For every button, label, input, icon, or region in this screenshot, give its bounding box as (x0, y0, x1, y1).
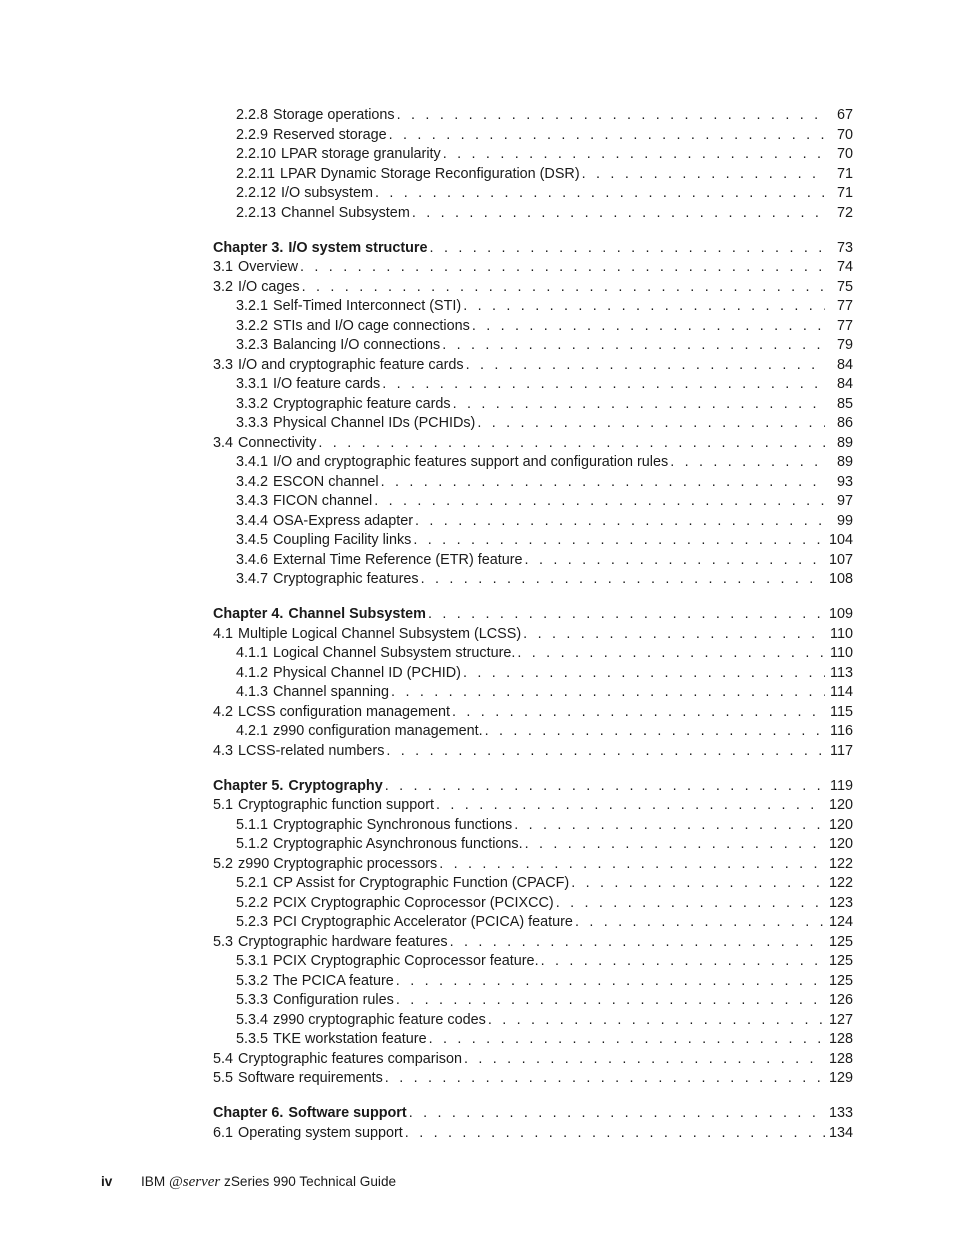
toc-entry-title: Software requirements (238, 1070, 383, 1086)
toc-entry-number: 3.3 (213, 356, 234, 373)
dot-leader (477, 414, 825, 434)
toc-entry[interactable] (213, 551, 853, 571)
toc-entry-page: 116 (830, 723, 853, 739)
dot-leader (443, 145, 825, 165)
toc-entry-page: 122 (828, 855, 853, 872)
toc-entry[interactable] (213, 742, 853, 762)
toc-entry-number: 4.1.3 (236, 684, 269, 700)
toc-entry[interactable] (213, 395, 853, 415)
toc-entry-title: Channel Subsystem (288, 606, 426, 622)
footer-book-title: zSeries 990 Technical Guide (220, 1174, 397, 1189)
dot-leader (556, 894, 825, 914)
toc-entry-number: 5.3.2 (236, 972, 269, 989)
toc-entry-title: I/O system structure (288, 239, 428, 256)
toc-entry[interactable] (213, 913, 853, 933)
toc-entry-page: 128 (828, 1031, 853, 1047)
toc-entry-title: LPAR storage granularity (281, 146, 441, 162)
toc-entry[interactable] (213, 835, 853, 855)
toc-entry-number: 4.1.2 (236, 664, 269, 681)
toc-entry-title: Physical Channel IDs (PCHIDs) (273, 415, 476, 431)
toc-entry-page: 67 (836, 107, 853, 123)
toc-entry[interactable] (213, 453, 853, 473)
toc-entry-page: 71 (836, 185, 853, 201)
toc-entry-page: 75 (836, 278, 853, 295)
toc-entry-title: Self-Timed Interconnect (STI) (273, 298, 462, 314)
toc-entry-number: 5.3.3 (236, 992, 269, 1008)
toc-entry-page: 128 (828, 1050, 853, 1067)
toc-entry-title: Channel spanning (273, 684, 390, 700)
dot-leader (415, 512, 825, 532)
dot-leader (571, 874, 825, 894)
toc-entry-number: 2.2.10 (236, 146, 277, 162)
toc-entry-page: 125 (828, 933, 853, 950)
toc-entry-number: 2.2.11 (236, 165, 275, 182)
toc-entry-number: 5.2.3 (236, 914, 269, 930)
toc-entry-number: 5.2 (213, 855, 234, 872)
toc-entry-page: 120 (828, 816, 853, 833)
dot-leader (463, 297, 825, 317)
toc-entry[interactable] (213, 972, 853, 992)
toc-entry[interactable] (213, 531, 853, 551)
toc-entry[interactable] (213, 644, 853, 664)
dot-leader (670, 453, 825, 473)
toc-entry-page: 77 (836, 317, 853, 334)
toc-entry-number: 3.4.3 (236, 493, 269, 509)
toc-entry-number: 3.2 (213, 278, 234, 295)
toc-entry-number: 5.1.1 (236, 816, 269, 833)
toc-entry-title: Coupling Facility links (273, 532, 412, 548)
toc-entry-title: PCIX Cryptographic Coprocessor (PCIXCC) (273, 894, 554, 911)
toc-entry-number: 5.3.4 (236, 1011, 269, 1028)
toc-entry[interactable] (213, 297, 853, 317)
toc-chapter-entry[interactable] (213, 605, 853, 625)
toc-entry-page: 89 (836, 454, 853, 470)
toc-entry-page: 120 (828, 836, 853, 852)
toc-entry-page: 99 (836, 512, 853, 529)
toc-entry-page: 89 (836, 434, 853, 451)
toc-entry[interactable] (213, 991, 853, 1011)
toc-entry[interactable] (213, 1030, 853, 1050)
toc-entry-number: 5.2.2 (236, 894, 269, 911)
dot-leader (429, 1030, 825, 1050)
dot-leader (318, 434, 825, 454)
toc-entry-number: 2.2.9 (236, 126, 269, 143)
toc-entry-page: 113 (830, 664, 853, 681)
toc-entry-title: Storage operations (273, 107, 395, 123)
dot-leader (386, 742, 825, 762)
toc-entry-title: Cryptographic features (273, 571, 419, 587)
toc-entry-title: I/O feature cards (273, 376, 381, 392)
toc-entry[interactable] (213, 683, 853, 703)
toc-entry-number: 4.1.1 (236, 645, 269, 661)
dot-leader (397, 106, 825, 126)
toc-entry-page: 73 (836, 239, 853, 256)
toc-entry-title: OSA-Express adapter (273, 512, 413, 529)
toc-entry[interactable] (213, 434, 853, 454)
dot-leader (525, 551, 825, 571)
toc-entry[interactable] (213, 894, 853, 914)
toc-entry-number: 4.3 (213, 742, 234, 759)
dot-leader (391, 683, 825, 703)
toc-entry-page: 93 (836, 473, 853, 490)
toc-entry-page: 77 (836, 298, 853, 314)
toc-entry-page: 129 (828, 1070, 853, 1086)
toc-entry-title: LCSS-related numbers (238, 742, 385, 759)
dot-leader (381, 473, 825, 493)
toc-entry-number: 4.1 (213, 625, 234, 642)
footer-brand-prefix: IBM (141, 1174, 169, 1189)
toc-entry-title: I/O and cryptographic feature cards (238, 356, 464, 373)
toc-entry-number: 6.1 (213, 1124, 234, 1141)
toc-entry[interactable] (213, 703, 853, 723)
toc-entry-title: The PCICA feature (273, 972, 394, 989)
dot-leader (413, 531, 825, 551)
toc-entry-title: TKE workstation feature (273, 1031, 427, 1047)
toc-entry-title: Cryptographic feature cards (273, 395, 451, 412)
toc-entry-number: 5.5 (213, 1070, 234, 1086)
toc-entry-title: FICON channel (273, 493, 373, 509)
toc-entry-number: 5.2.1 (236, 875, 269, 891)
toc-entry-number: 3.3.1 (236, 376, 269, 392)
dot-leader (439, 855, 825, 875)
toc-entry-title: z990 configuration management. (273, 723, 483, 739)
toc-entry-page: 115 (830, 703, 853, 720)
dot-leader (430, 239, 825, 259)
dot-leader (428, 605, 825, 625)
dot-leader (452, 703, 825, 723)
toc-entry-number: 3.4.6 (236, 551, 269, 568)
toc-entry-title: Cryptographic Synchronous functions (273, 816, 513, 833)
toc-entry[interactable] (213, 165, 853, 185)
toc-entry-title: z990 Cryptographic processors (238, 855, 438, 872)
toc-entry-title: CP Assist for Cryptographic Function (CPACF) (273, 875, 570, 891)
toc-entry-number: 3.1 (213, 259, 234, 275)
toc-entry-title: Cryptographic hardware features (238, 933, 448, 950)
toc-entry-page: 84 (836, 376, 853, 392)
toc-entry-page: 72 (836, 204, 853, 221)
eserver-logo: @server (168, 1174, 221, 1190)
toc-entry[interactable] (213, 414, 853, 434)
toc-entry-page: 70 (836, 146, 853, 162)
toc-entry-title: Channel Subsystem (281, 204, 410, 221)
toc-entry-title: Overview (238, 259, 298, 275)
toc-entry-page: 120 (828, 797, 853, 813)
toc-entry-title: Reserved storage (273, 126, 387, 143)
toc-entry-page: 125 (828, 972, 853, 989)
toc-entry-number: 2.2.13 (236, 204, 277, 221)
toc-entry[interactable] (213, 512, 853, 532)
toc-entry-page: 134 (828, 1124, 853, 1141)
toc-entry-number: 3.2.1 (236, 298, 269, 314)
toc-entry[interactable] (213, 184, 853, 204)
dot-leader (442, 336, 825, 356)
toc-entry-page: 86 (836, 415, 853, 431)
toc-entry[interactable] (213, 1050, 853, 1070)
toc-entry-number: Chapter 3. (213, 239, 284, 256)
toc-entry[interactable] (213, 1069, 853, 1089)
toc-entry[interactable] (213, 1011, 853, 1031)
toc-entry-title: Configuration rules (273, 992, 394, 1008)
toc-entry-page: 122 (828, 875, 853, 891)
toc-entry-title: External Time Reference (ETR) feature (273, 551, 523, 568)
toc-entry-number: 3.3.3 (236, 415, 269, 431)
toc-entry-page: 71 (836, 165, 853, 182)
toc-entry-number: 3.2.3 (236, 337, 269, 353)
toc-entry[interactable] (213, 722, 853, 742)
dot-leader (464, 1050, 825, 1070)
dot-leader (385, 1069, 825, 1089)
toc-entry[interactable] (213, 796, 853, 816)
dot-leader (450, 933, 825, 953)
dot-leader (472, 317, 825, 337)
toc-entry[interactable] (213, 145, 853, 165)
toc-entry-page: 97 (836, 493, 853, 509)
toc-entry-number: 3.4.2 (236, 473, 269, 490)
dot-leader (523, 625, 825, 645)
toc-entry-title: Physical Channel ID (PCHID) (273, 664, 461, 681)
toc-entry-number: 5.4 (213, 1050, 234, 1067)
toc-entry-title: LCSS configuration management (238, 703, 451, 720)
toc-entry-title: I/O and cryptographic features support and configuration rules (273, 454, 669, 470)
toc-entry-number: 2.2.12 (236, 185, 277, 201)
toc-entry-title: Cryptographic features comparison (238, 1050, 462, 1067)
toc-entry-page: 104 (828, 532, 853, 548)
toc-entry[interactable] (213, 625, 853, 645)
dot-leader (375, 184, 825, 204)
toc-entry[interactable] (213, 664, 853, 684)
dot-leader (396, 991, 825, 1011)
toc-entry[interactable] (213, 336, 853, 356)
dot-leader (421, 570, 825, 590)
toc-entry[interactable] (213, 816, 853, 836)
toc-entry[interactable] (213, 1124, 853, 1144)
toc-entry-title: STIs and I/O cage connections (273, 317, 470, 334)
toc-chapter-entry[interactable] (213, 239, 853, 259)
toc-entry-page: 70 (836, 126, 853, 143)
toc-chapter-entry[interactable] (213, 777, 853, 797)
toc-entry-page: 85 (836, 395, 853, 412)
toc-entry-number: 5.3.5 (236, 1031, 269, 1047)
toc-entry-title: Operating system support (238, 1124, 403, 1141)
toc-entry-title: I/O cages (238, 278, 300, 295)
toc-entry-number: 5.3.1 (236, 953, 269, 969)
toc-entry-page: 108 (828, 571, 853, 587)
toc-entry[interactable] (213, 126, 853, 146)
toc-entry-page: 123 (828, 894, 853, 911)
toc-entry-page: 114 (830, 684, 853, 700)
dot-leader (436, 796, 825, 816)
toc-entry[interactable] (213, 356, 853, 376)
toc-entry-title: ESCON channel (273, 473, 379, 490)
dot-leader (412, 204, 825, 224)
toc-entry-page: 125 (828, 953, 853, 969)
toc-entry-number: 3.3.2 (236, 395, 269, 412)
toc-entry-page: 124 (828, 914, 853, 930)
dot-leader (382, 375, 825, 395)
toc-entry-title: Cryptography (288, 777, 383, 794)
toc-entry-title: Connectivity (238, 434, 317, 451)
dot-leader (385, 777, 825, 797)
toc-entry-page: 110 (830, 625, 853, 642)
toc-entry[interactable] (213, 492, 853, 512)
dot-leader (514, 816, 825, 836)
dot-leader (396, 972, 825, 992)
toc-entry[interactable] (213, 874, 853, 894)
toc-entry-number: 3.2.2 (236, 317, 269, 334)
toc-entry-number: 5.1 (213, 797, 234, 813)
toc-entry-page: 119 (830, 777, 853, 794)
toc-entry-page: 79 (836, 337, 853, 353)
dot-leader (302, 278, 825, 298)
toc-entry-number: 5.1.2 (236, 836, 269, 852)
dot-leader (575, 913, 825, 933)
toc-entry[interactable] (213, 952, 853, 972)
dot-leader (541, 952, 825, 972)
dot-leader (374, 492, 825, 512)
dot-leader (517, 644, 825, 664)
dot-leader (488, 1011, 825, 1031)
toc-entry-page: 107 (828, 551, 853, 568)
toc-entry[interactable] (213, 204, 853, 224)
toc-entry-number: Chapter 6. (213, 1105, 284, 1121)
toc-entry-title: PCIX Cryptographic Coprocessor feature. (273, 953, 539, 969)
toc-entry[interactable] (213, 317, 853, 337)
toc-entry[interactable] (213, 933, 853, 953)
toc-entry-title: Logical Channel Subsystem structure. (273, 645, 516, 661)
toc-entry-title: LPAR Dynamic Storage Reconfiguration (DSR) (279, 165, 580, 182)
toc-entry-number: 4.2 (213, 703, 234, 720)
toc-entry-page: 133 (828, 1105, 853, 1121)
toc-entry-title: Balancing I/O connections (273, 337, 441, 353)
toc-entry-title: Software support (288, 1105, 407, 1121)
toc-entry[interactable] (213, 570, 853, 590)
toc-entry-page: 126 (828, 992, 853, 1008)
dot-leader (582, 165, 825, 185)
toc-entry-page: 84 (836, 356, 853, 373)
toc-entry-page: 110 (830, 645, 853, 661)
toc-entry[interactable] (213, 473, 853, 493)
toc-entry[interactable] (213, 855, 853, 875)
toc-entry-page: 74 (836, 259, 853, 275)
toc-entry-title: z990 cryptographic feature codes (273, 1011, 486, 1028)
toc-entry-number: 3.4.7 (236, 571, 269, 587)
toc-entry-number: Chapter 4. (213, 606, 284, 622)
dot-leader (405, 1124, 825, 1144)
toc-entry-number: 3.4 (213, 434, 234, 451)
toc-entry-title: Cryptographic function support (238, 797, 434, 813)
toc-entry-title: I/O subsystem (281, 185, 373, 201)
toc-entry-title: PCI Cryptographic Accelerator (PCICA) feature (273, 914, 573, 930)
toc-chapter-entry[interactable] (213, 1104, 853, 1124)
page-footer (101, 1172, 396, 1192)
toc-entry-number: 2.2.8 (236, 107, 269, 123)
table-of-contents (213, 106, 853, 1143)
toc-entry-page: 127 (828, 1011, 853, 1028)
page-folio: iv (101, 1174, 113, 1189)
toc-entry-number: 5.3 (213, 933, 234, 950)
toc-entry-number: 4.2.1 (236, 723, 269, 739)
dot-leader (525, 835, 825, 855)
toc-entry-title: Multiple Logical Channel Subsystem (LCSS) (238, 625, 522, 642)
toc-entry[interactable] (213, 278, 853, 298)
toc-entry-number: 3.4.1 (236, 454, 269, 470)
dot-leader (389, 126, 825, 146)
toc-entry-number: 3.4.4 (236, 512, 269, 529)
toc-entry-page: 117 (830, 742, 853, 759)
toc-entry[interactable] (213, 106, 853, 126)
toc-entry-number: Chapter 5. (213, 777, 284, 794)
dot-leader (463, 664, 825, 684)
dot-leader (409, 1104, 825, 1124)
toc-entry[interactable] (213, 258, 853, 278)
toc-entry-title: Cryptographic Asynchronous functions. (273, 836, 523, 852)
toc-entry-page: 109 (828, 606, 853, 622)
dot-leader (466, 356, 825, 376)
toc-entry[interactable] (213, 375, 853, 395)
toc-entry-number: 3.4.5 (236, 532, 269, 548)
dot-leader (300, 258, 825, 278)
dot-leader (485, 722, 825, 742)
dot-leader (453, 395, 825, 415)
